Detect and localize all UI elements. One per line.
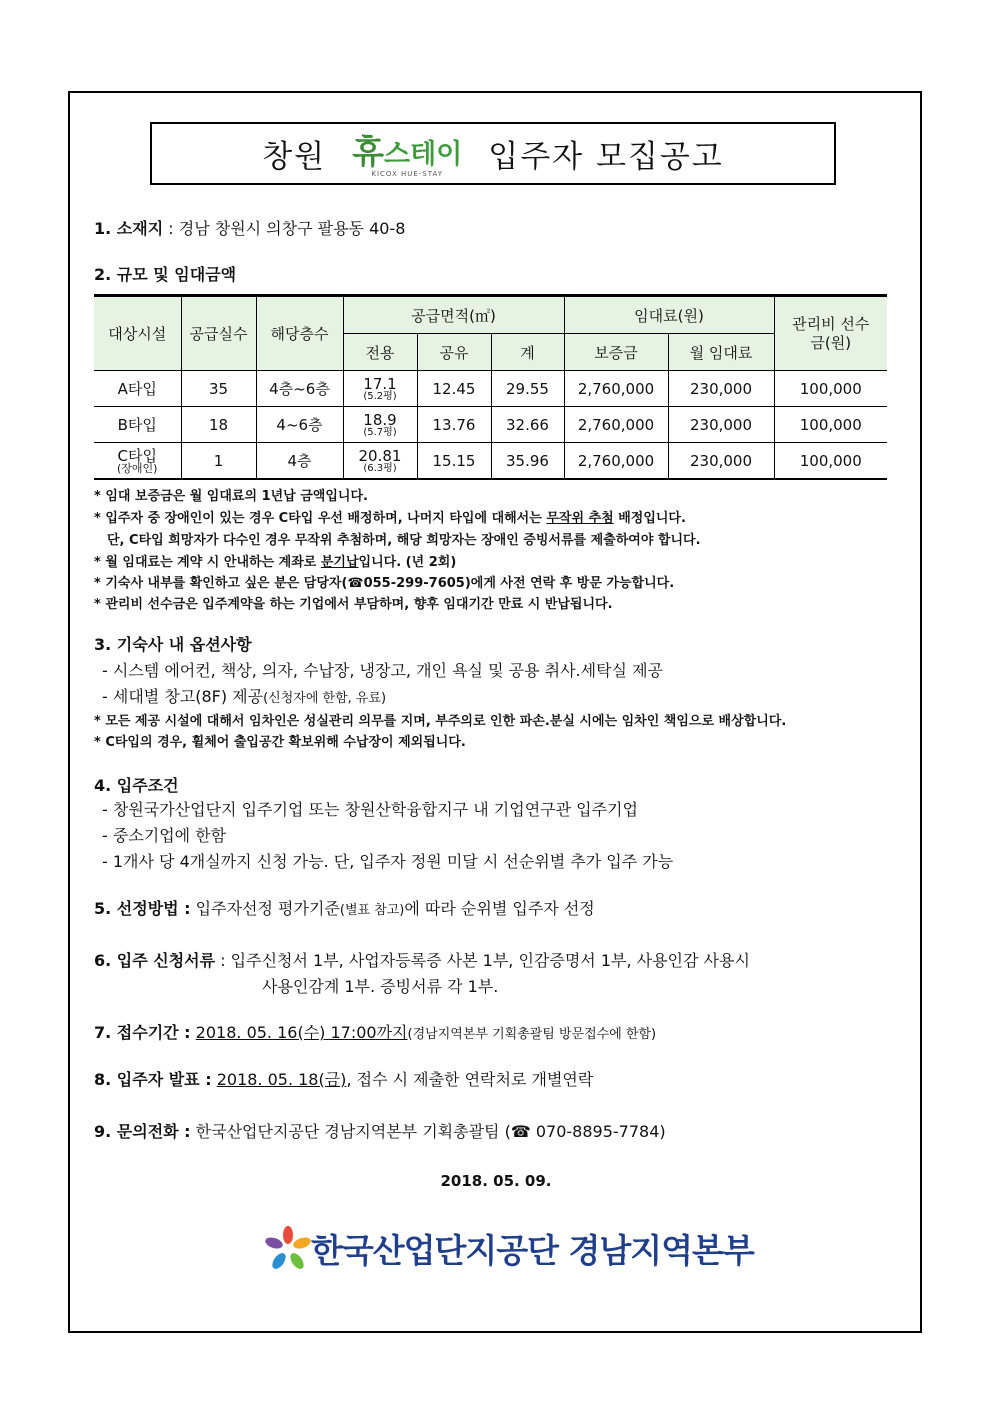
options-note-1: * 모든 제공 시설에 대해서 임차인은 성실관리 의무를 지며, 부주의로 인한 파손.분실 시에는 임차인 책임으로 배상합니다. xyxy=(94,714,787,729)
header-facility: 대상시설 xyxy=(94,296,181,371)
logo-prefix: 휴 xyxy=(352,131,385,171)
section-documents: 6. 입주 신청서류 : 입주신청서 1부, 사업자등록증 사본 1부, 인감증명서 1부, 사용인감 사용시 xyxy=(94,951,750,970)
phone-icon: ☎ xyxy=(510,1122,531,1141)
header-mgmt: 관리비 선수금(원) xyxy=(774,296,887,371)
header-monthly: 월 임대료 xyxy=(668,334,774,371)
section-announcement: 8. 입주자 발표 : 2018. 05. 18(금), 접수 시 제출한 연락처로 개별연락 xyxy=(94,1070,594,1089)
section-options-title: 3. 기숙사 내 옵션사항 xyxy=(94,635,252,654)
title-right: 입주자 모집공고 xyxy=(488,139,724,175)
note-ctype: 단, C타입 희망자가 다수인 경우 무작위 추첨하며, 해당 희망자는 장애인 증빙서류를 제출하여야 합니다. xyxy=(107,533,701,548)
page-title xyxy=(150,122,836,185)
header-rent: 임대료(원) xyxy=(564,296,774,334)
section-period: 7. 접수기간 : 2018. 05. 16(수) 17:00까지(경남지역본부 기획총괄팀 방문접수에 한함) xyxy=(94,1023,657,1042)
options-line-1: - 시스템 에어컨, 책상, 의자, 수납장, 냉장고, 개인 욕실 및 공용 취사.세탁실 제공 xyxy=(102,661,664,680)
huestay-logo xyxy=(352,126,462,178)
header-area: 공급면적(㎡) xyxy=(343,296,564,334)
notice-date: 2018. 05. 09. xyxy=(440,1172,552,1190)
note-deposit: * 임대 보증금은 월 임대료의 1년납 금액입니다. xyxy=(94,489,368,504)
documents-line-2: 사용인감계 1부. 증빙서류 각 1부. xyxy=(262,977,499,996)
note-assign: * 입주자 중 장애인이 있는 경우 C타입 우선 배정하며, 나머지 타입에 대해서는 무작위 추첨 배정입니다. xyxy=(94,511,686,526)
section-conditions-title: 4. 입주조건 xyxy=(94,776,179,795)
header-units: 공급실수 xyxy=(181,296,256,371)
conditions-line-1: - 창원국가산업단지 입주기업 또는 창원산학융합지구 내 기업연구관 입주기업 xyxy=(102,800,638,819)
title-left: 창원 xyxy=(262,139,327,175)
options-line-2: - 세대별 창고(8F) 제공(신청자에 한함, 유료) xyxy=(102,687,387,706)
conditions-line-3: - 1개사 당 4개실까지 신청 가능. 단, 입주자 정원 미달 시 선순위별 추가 입주 가능 xyxy=(102,852,674,871)
note-visit: * 기숙사 내부를 확인하고 싶은 분은 담당자(☎055-299-7605)에게 사전 연락 후 방문 가능합니다. xyxy=(94,576,675,591)
section-contact: 9. 문의전화 : 한국산업단지공단 경남지역본부 기획총괄팀 (☎ 070-8895-7784) xyxy=(94,1122,666,1141)
header-total: 계 xyxy=(491,334,564,371)
kicox-logo-icon xyxy=(265,1226,311,1272)
header-shared: 공유 xyxy=(417,334,491,371)
header-floors: 해당층수 xyxy=(256,296,343,371)
table-row: C타입 (장애인) 1 4층 20.81 (6.3평) 15.15 35.96 2,760,000 230,000 100,000 xyxy=(94,443,887,480)
rent-table xyxy=(94,294,887,480)
section-scale-title: 2. 규모 및 임대금액 xyxy=(94,265,237,284)
section-selection: 5. 선정방법 : 입주자선정 평가기준(별표 참고)에 따라 순위별 입주자 선정 xyxy=(94,899,595,918)
header-exclusive: 전용 xyxy=(343,334,417,371)
table-row: B타입 18 4~6층 18.9 (5.7평) 13.76 32.66 2,760,000 230,000 100,000 xyxy=(94,407,887,443)
logo-sub: KICOX HUE-STAY xyxy=(371,169,444,178)
table-row: A타입 35 4층~6층 17.1 (5.2평) 12.45 29.55 2,760,000 230,000 100,000 xyxy=(94,371,887,407)
org-signature xyxy=(265,1225,754,1272)
note-monthly: * 월 임대료는 계약 시 안내하는 계좌로 분기납입니다. (년 2회) xyxy=(94,555,457,570)
phone-icon: ☎ xyxy=(347,576,364,591)
note-mgmt: * 관리비 선수금은 입주계약을 하는 기업에서 부담하며, 향후 임대기간 만료 시 반납됩니다. xyxy=(94,597,613,612)
options-note-2: * C타입의 경우, 휠체어 출입공간 확보위해 수납장이 제외됩니다. xyxy=(94,735,466,750)
org-name: 한국산업단지공단 경남지역본부 xyxy=(311,1231,754,1270)
logo-suffix: 스테이 xyxy=(384,138,463,170)
conditions-line-2: - 중소기업에 한함 xyxy=(102,826,227,845)
section-location: 1. 소재지 : 경남 창원시 의창구 팔용동 40-8 xyxy=(94,219,406,238)
header-deposit: 보증금 xyxy=(564,334,668,371)
